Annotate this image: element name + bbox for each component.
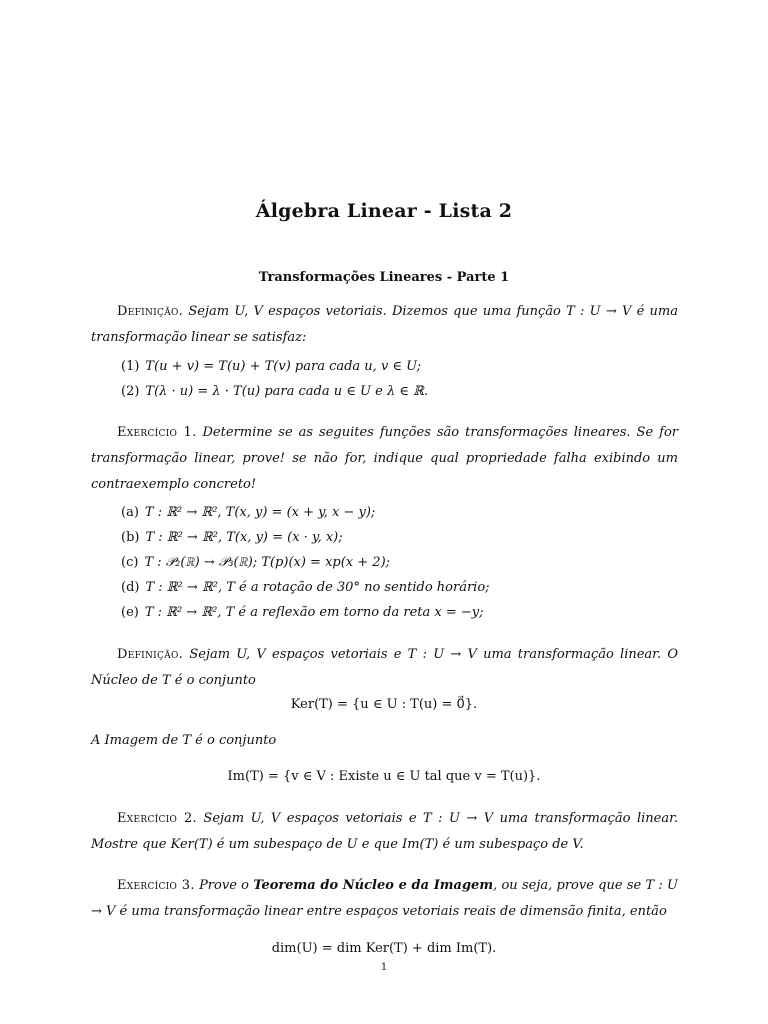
- exercise-3: [91, 873, 678, 925]
- exercise-1: [91, 420, 678, 498]
- exercise-1-items: [121, 500, 681, 625]
- exercise-text-before: Prove o: [199, 878, 249, 893]
- exercise-text: Sejam U, V espaços vetoriais e T : U → V uma transformação linear. Mostre que Ker(T) é um subespaço de U e que Im(T) é um subespaço de V.: [91, 811, 678, 852]
- list-item: (2) T(λ · u) = λ · T(u) para cada u ∈ U e λ ∈ ℝ.: [121, 384, 429, 399]
- page-number: 1: [380, 962, 388, 973]
- exercise-text-after: , ou seja, prove que se T : U → V é uma transformação linear entre espaços vetoriais reais de dimensão finita, então: [91, 878, 679, 919]
- section-title: Transformações Lineares - Parte 1: [258, 270, 510, 285]
- exercise-text: Determine se as seguites funções são transformações lineares. Se for transformação linear, prove! se não for, indique qual propriedade falha exibindo um contraexemplo concreto!: [91, 425, 678, 492]
- theorem-name: Teorema do Núcleo e da Imagem: [253, 878, 494, 893]
- list-item: (1) T(u + v) = T(u) + T(v) para cada u, v ∈ U;: [121, 359, 422, 374]
- equation-kernel: Ker(T) = {u ∈ U : T(u) = 0⃗}.: [290, 697, 478, 712]
- definition-items: [121, 354, 681, 404]
- exercise-2: [91, 806, 678, 858]
- exercise-label: Exercício 2.: [117, 811, 197, 826]
- list-item: (e) T : ℝ² → ℝ², T é a reflexão em torno da reta x = −y;: [121, 605, 484, 620]
- definition-text: Sejam U, V espaços vetoriais e T : U → V uma transformação linear. O Núcleo de T é o conjunto: [91, 647, 678, 688]
- definition-linear-transformation: [91, 299, 678, 351]
- list-item: (a) T : ℝ² → ℝ², T(x, y) = (x + y, x − y);: [121, 505, 376, 520]
- equation-rank-nullity: dim(U) = dim Ker(T) + dim Im(T).: [271, 941, 497, 956]
- list-item: (b) T : ℝ² → ℝ², T(x, y) = (x · y, x);: [121, 530, 343, 545]
- definition-text: Sejam U, V espaços vetoriais. Dizemos que uma função T : U → V é uma transformação linear se satisfaz:: [91, 304, 678, 345]
- list-item: (d) T : ℝ² → ℝ², T é a rotação de 30° no sentido horário;: [121, 580, 490, 595]
- list-item: (c) T : 𝒫₂(ℝ) → 𝒫₃(ℝ); T(p)(x) = xp(x + 2);: [121, 555, 391, 570]
- exercise-label: Exercício 1.: [117, 425, 197, 440]
- exercise-label: Exercício 3.: [117, 878, 195, 893]
- definition-label: Definição.: [117, 304, 184, 319]
- page-title: Álgebra Linear - Lista 2: [255, 200, 513, 222]
- equation-image: Im(T) = {v ∈ V : Existe u ∈ U tal que v = T(u)}.: [227, 769, 541, 784]
- image-definition-text: A Imagem de T é o conjunto: [91, 733, 277, 748]
- definition-kernel: [91, 642, 678, 694]
- definition-label: Definição.: [117, 647, 184, 662]
